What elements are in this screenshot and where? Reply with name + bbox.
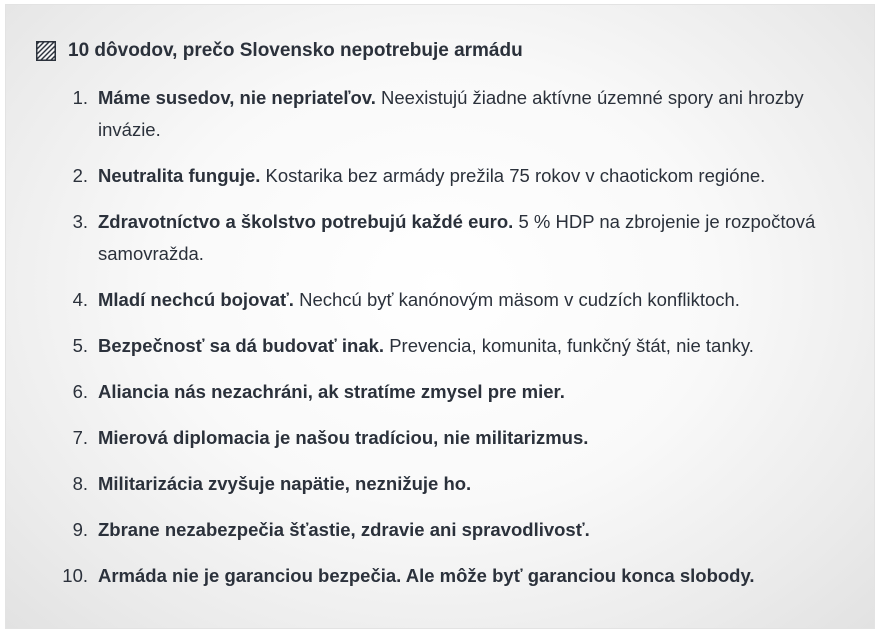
item-bold-text: Mladí nechcú bojovať. bbox=[98, 289, 294, 310]
list-item bbox=[36, 82, 836, 146]
list-item bbox=[36, 468, 836, 500]
list-header bbox=[36, 38, 523, 64]
list-item bbox=[36, 330, 836, 362]
item-text bbox=[98, 376, 836, 408]
item-bold-text: Armáda nie je garanciou bezpečia. Ale môže byť garanciou konca slobody. bbox=[98, 565, 755, 586]
item-text bbox=[98, 160, 836, 192]
item-bold-text: Zdravotníctvo a školstvo potrebujú každé euro. bbox=[98, 211, 514, 232]
item-text bbox=[98, 422, 836, 454]
item-number: 1. bbox=[72, 87, 88, 108]
item-text bbox=[98, 560, 836, 592]
item-bold-text: Mierová diplomacia je našou tradíciou, nie militarizmus. bbox=[98, 427, 589, 448]
item-bold-text: Militarizácia zvyšuje napätie, neznižuje ho. bbox=[98, 473, 472, 494]
item-number: 5. bbox=[72, 335, 88, 356]
item-text bbox=[98, 82, 836, 146]
item-text bbox=[98, 330, 836, 362]
item-number: 10. bbox=[62, 565, 88, 586]
item-number: 9. bbox=[72, 519, 88, 540]
item-body-text: Kostarika bez armády prežila 75 rokov v chaotickom regióne. bbox=[260, 165, 766, 186]
item-bold-text: Bezpečnosť sa dá budovať inak. bbox=[98, 335, 385, 356]
list-item bbox=[36, 514, 836, 546]
list-item bbox=[36, 560, 836, 592]
item-number: 7. bbox=[72, 427, 88, 448]
item-body-text: 5 % HDP na zbrojenie je rozpočtová samovražda. bbox=[98, 211, 816, 264]
content-card bbox=[5, 4, 875, 629]
item-number: 4. bbox=[72, 289, 88, 310]
item-number: 8. bbox=[72, 473, 88, 494]
list-item bbox=[36, 160, 836, 192]
item-text bbox=[98, 468, 836, 500]
item-text bbox=[98, 206, 836, 270]
item-bold-text: Máme susedov, nie nepriateľov. bbox=[98, 87, 376, 108]
page-title: 10 dôvodov, prečo Slovensko nepotrebuje armádu bbox=[68, 40, 523, 61]
list-item bbox=[36, 206, 836, 270]
item-text bbox=[98, 514, 836, 546]
item-bold-text: Aliancia nás nezachráni, ak stratíme zmysel pre mier. bbox=[98, 381, 565, 402]
item-bold-text: Neutralita funguje. bbox=[98, 165, 261, 186]
item-number: 6. bbox=[72, 381, 88, 402]
item-number: 3. bbox=[72, 211, 88, 232]
item-body-text: Neexistujú žiadne aktívne územné spory ani hrozby invázie. bbox=[98, 87, 804, 140]
list-item bbox=[36, 284, 836, 316]
item-text bbox=[98, 284, 836, 316]
item-bold-text: Zbrane nezabezpečia šťastie, zdravie ani spravodlivosť. bbox=[98, 519, 590, 540]
hatched-square-icon bbox=[36, 41, 56, 61]
list-item bbox=[36, 376, 836, 408]
item-body-text: Nechcú byť kanónovým mäsom v cudzích konfliktoch. bbox=[293, 289, 740, 310]
reasons-list bbox=[36, 82, 836, 606]
list-item bbox=[36, 422, 836, 454]
item-number: 2. bbox=[72, 165, 88, 186]
item-body-text: Prevencia, komunita, funkčný štát, nie tanky. bbox=[384, 335, 754, 356]
